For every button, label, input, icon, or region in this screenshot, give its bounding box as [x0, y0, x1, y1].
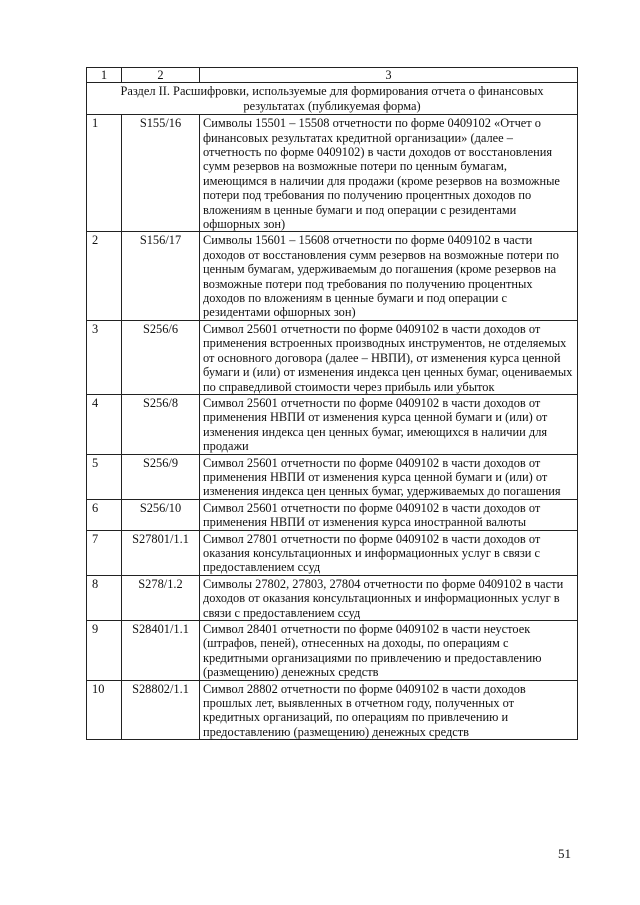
- row-number: 7: [87, 530, 122, 575]
- row-code: S256/10: [122, 499, 200, 530]
- row-code: S156/17: [122, 232, 200, 320]
- row-code: S256/8: [122, 394, 200, 454]
- table-row: [87, 320, 578, 394]
- row-code: S155/16: [122, 115, 200, 232]
- row-description: Символ 25601 отчетности по форме 0409102 в части доходов от применения НВПИ от изменения курса ценной бумаги и (или) от изменения индекса цен ценных бумаг, имеющихся в наличии для продажи: [200, 394, 578, 454]
- row-description: Символ 28802 отчетности по форме 0409102 в части доходов прошлых лет, выявленных в отчетном году, полученных от кредитных организаций, по операциям по привлечению и предоставлению (размещению) денежных средств: [200, 680, 578, 740]
- row-number: 10: [87, 680, 122, 740]
- row-code: S256/6: [122, 320, 200, 394]
- row-number: 4: [87, 394, 122, 454]
- row-description: Символы 15601 – 15608 отчетности по форме 0409102 в части доходов от восстановления сумм резервов на возможные потери по ценным бумагам, удерживаемым до погашения (кроме резервов на возможные потери под требования по получению процентных доходов по вложениям в ценные бумаги и под операции с резидентами офшорных зон): [200, 232, 578, 320]
- row-description: Символ 25601 отчетности по форме 0409102 в части доходов от применения НВПИ от изменения курса ценной бумаги и (или) от изменения индекса цен ценных бумаг, удерживаемых до погашения: [200, 454, 578, 499]
- table-row: [87, 454, 578, 499]
- table-row: [87, 394, 578, 454]
- row-number: 2: [87, 232, 122, 320]
- section-row: [87, 83, 578, 115]
- row-number: 9: [87, 621, 122, 681]
- section-title: Раздел II. Расшифровки, используемые для формирования отчета о финансовых результатах (публикуемая форма): [87, 83, 578, 115]
- row-description: Символ 25601 отчетности по форме 0409102 в части доходов от применения встроенных производных инструментов, не отделяемых от основного договора (далее – НВПИ), от изменения курса ценной бумаги и (или) от изменения индекса цен ценных бумаг, оцениваемых по справедливой стоимости через прибыль или убыток: [200, 320, 578, 394]
- table-row: [87, 530, 578, 575]
- row-description: Символ 25601 отчетности по форме 0409102 в части доходов от применения НВПИ от изменения курса иностранной валюты: [200, 499, 578, 530]
- row-description: Символ 28401 отчетности по форме 0409102 в части неустоек (штрафов, пеней), отнесенных на доходы, по операциям с кредитными организациями по привлечению и предоставлению (размещению) денежных средств: [200, 621, 578, 681]
- row-number: 3: [87, 320, 122, 394]
- row-code: S28802/1.1: [122, 680, 200, 740]
- decoding-table: [86, 67, 578, 740]
- row-description: Символы 27802, 27803, 27804 отчетности по форме 0409102 в части доходов от оказания консультационных и информационных услуг в связи с предоставлением ссуд: [200, 575, 578, 620]
- row-code: S278/1.2: [122, 575, 200, 620]
- header-col-1: 1: [87, 68, 122, 83]
- table-row: [87, 115, 578, 232]
- row-code: S28401/1.1: [122, 621, 200, 681]
- row-number: 1: [87, 115, 122, 232]
- row-number: 6: [87, 499, 122, 530]
- table-row: [87, 621, 578, 681]
- page-number: 51: [558, 846, 571, 861]
- table-row: [87, 232, 578, 320]
- row-code: S27801/1.1: [122, 530, 200, 575]
- row-number: 8: [87, 575, 122, 620]
- header-col-2: 2: [122, 68, 200, 83]
- table-row: [87, 575, 578, 620]
- row-description: Символы 15501 – 15508 отчетности по форме 0409102 «Отчет о финансовых результатах кредитной организации» (далее – отчетность по форме 0409102) в части доходов от восстановления сумм резервов на возможные потери по ценным бумагам, имеющимся в наличии для продажи (кроме резервов на возможные потери под требования по получению процентных доходов по вложениям в ценные бумаги и под операции с резидентами офшорных зон): [200, 115, 578, 232]
- table-row: [87, 680, 578, 740]
- header-row: [87, 68, 578, 83]
- row-description: Символ 27801 отчетности по форме 0409102 в части доходов от оказания консультационных и информационных услуг в связи с предоставлением ссуд: [200, 530, 578, 575]
- row-number: 5: [87, 454, 122, 499]
- table-row: [87, 499, 578, 530]
- header-col-3: 3: [200, 68, 578, 83]
- row-code: S256/9: [122, 454, 200, 499]
